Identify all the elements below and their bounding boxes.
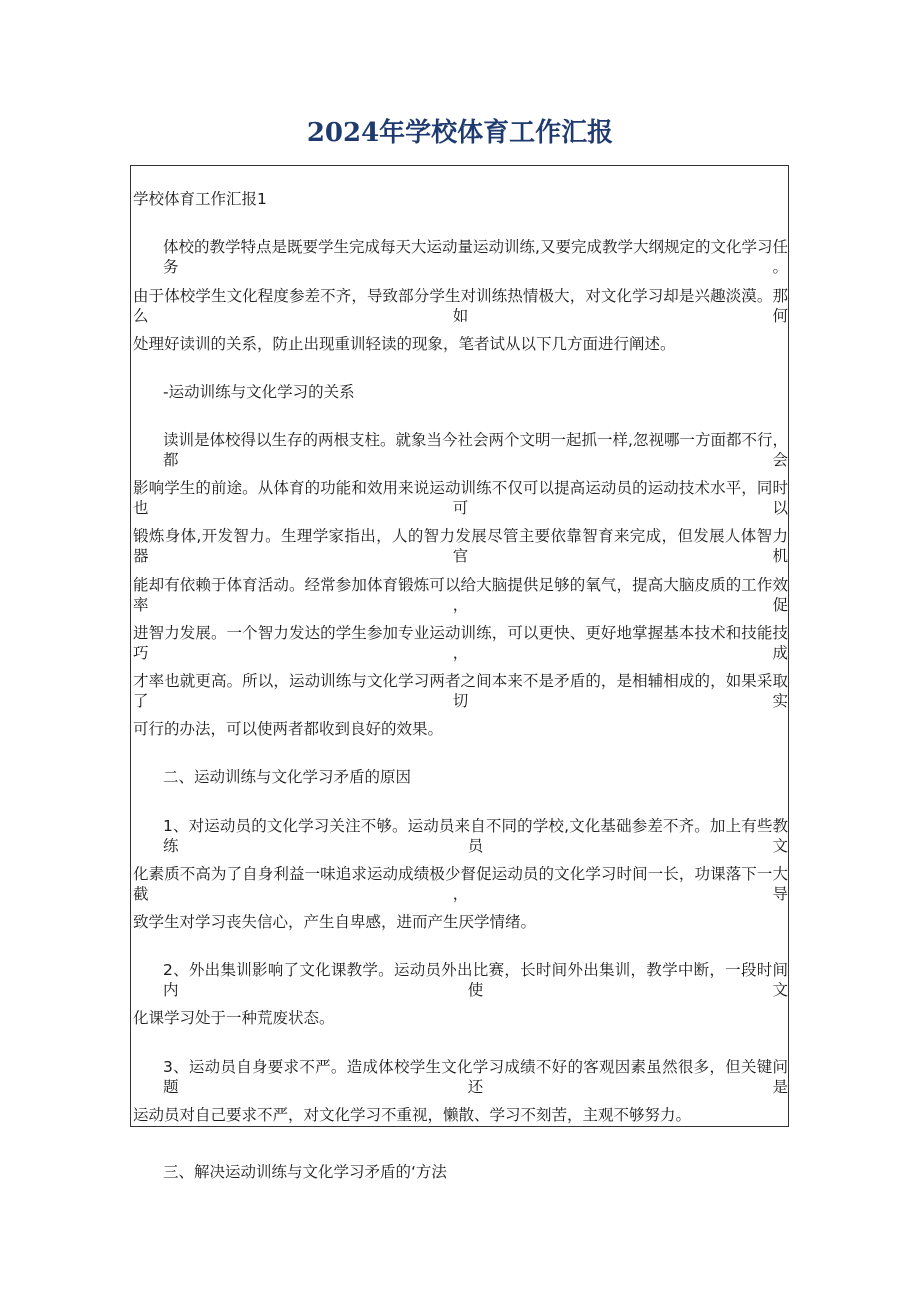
paragraph-line: 由于体校学生文化程度参差不齐，导致部分学生对训练热情极大，对文化学习却是兴趣淡漠。那么如何 [133, 287, 788, 325]
paragraph-line: 化课学习处于一种荒废状态。 [133, 1009, 335, 1027]
paragraph-line: 影响学生的前途。从体育的功能和效用来说运动训练不仅可以提高运动员的运动技术水平，同时也可以 [133, 479, 788, 517]
paragraph-line: 进智力发展。一个智力发达的学生参加专业运动训练，可以更快、更好地掌握基本技术和技能技巧，成 [133, 624, 788, 662]
paragraph-line: 才率也就更高。所以，运动训练与文化学习两者之间本来不是矛盾的，是相辅相成的，如果采取了切实 [133, 672, 788, 710]
paragraph-line: 读训是体校得以生存的两根支柱。就象当今社会两个文明一起抓一样,忽视哪一方面都不行，都会 [163, 431, 788, 469]
section-heading: 学校体育工作汇报1 [133, 190, 267, 208]
paragraph-line: 运动员对自己要求不严，对文化学习不重视，懒散、学习不刻苦，主观不够努力。 [133, 1106, 692, 1124]
paragraph-line: 2、外出集训影响了文化课教学。运动员外出比赛，长时间外出集训，教学中断，一段时间内使文 [163, 961, 788, 999]
paragraph-line: 锻炼身体,开发智力。生理学家指出，人的智力发展尽管主要依靠智育来完成，但发展人体智力器官机 [133, 527, 788, 565]
paragraph-line: 处理好读训的关系，防止出现重训轻读的现象，笔者试从以下几方面进行阐述。 [133, 335, 676, 353]
document-title: 2024年学校体育工作汇报 [306, 118, 614, 148]
paragraph-line: 3、运动员自身要求不严。造成体校学生文化学习成绩不好的客观因素虽然很多，但关键问题还是 [163, 1058, 788, 1096]
paragraph-line: 可行的办法，可以使两者都收到良好的效果。 [133, 720, 444, 738]
paragraph-line: 体校的教学特点是既要学生完成每天大运动量运动训练,又要完成教学大纲规定的文化学习任务。 [163, 238, 788, 276]
subheading: 二、运动训练与文化学习矛盾的原因 [163, 768, 412, 786]
subheading: 三、解决运动训练与文化学习矛盾的‘方法 [163, 1163, 447, 1181]
subheading: -运动训练与文化学习的关系 [163, 383, 355, 401]
paragraph-line: 能却有依赖于体育活动。经常参加体育锻炼可以给大脑提供足够的氧气，提高大脑皮质的工作效率，促 [133, 576, 788, 614]
paragraph-line: 化素质不高为了自身利益一味追求运动成绩极少督促运动员的文化学习时间一长，功课落下一大截，导 [133, 865, 788, 903]
paragraph-line: 致学生对学习丧失信心，产生自卑感，进而产生厌学情绪。 [133, 913, 537, 931]
paragraph-line: 1、对运动员的文化学习关注不够。运动员来自不同的学校,文化基础参差不齐。加上有些教练员文 [163, 817, 788, 855]
